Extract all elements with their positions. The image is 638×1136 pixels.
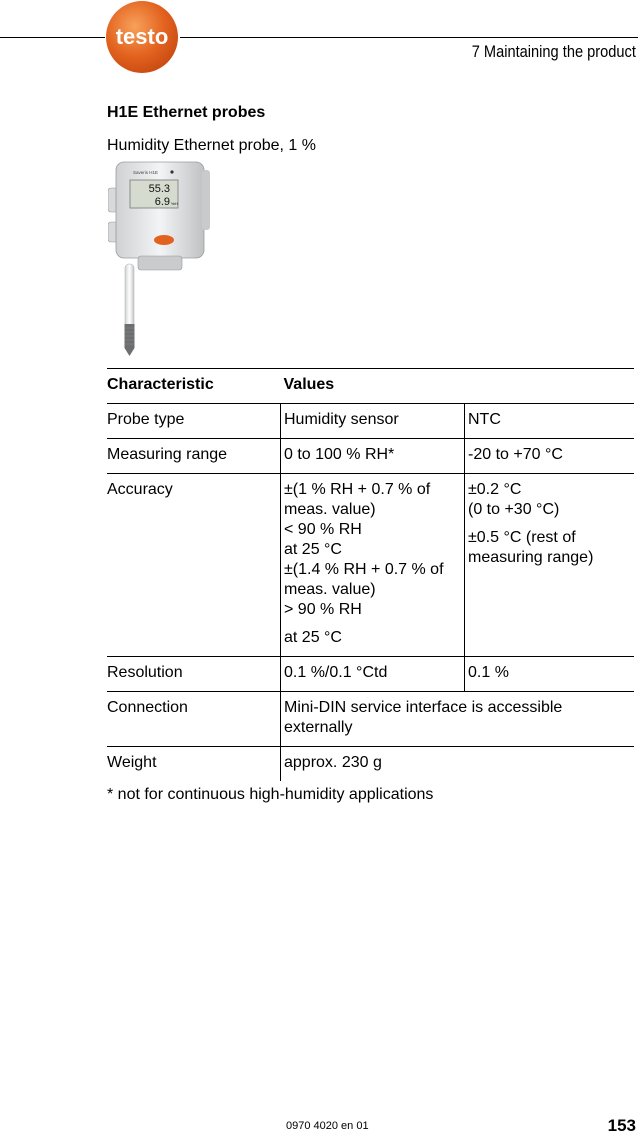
row-value: 0 to 100 % RH*	[281, 439, 465, 474]
row-value: Humidity sensor	[281, 404, 465, 439]
row-value: approx. 230 g	[281, 747, 635, 782]
row-value: 0.1 %	[465, 657, 635, 692]
header-rule-left	[0, 37, 105, 38]
accuracy-line: ±0.2 °C	[468, 481, 522, 498]
table-header-row	[107, 369, 634, 404]
accuracy-line: < 90 % RH	[284, 521, 362, 538]
table-row	[107, 404, 634, 439]
testo-logo	[103, 0, 181, 74]
table-row	[107, 692, 634, 747]
section-subtitle: Humidity Ethernet probe, 1 %	[107, 137, 316, 154]
doc-number: 0970 4020 en 01	[286, 1120, 369, 1132]
header-rule-right	[180, 37, 638, 38]
accuracy-line: ±0.5 °C (rest of measuring range)	[468, 529, 594, 566]
row-value: -20 to +70 °C	[465, 439, 635, 474]
row-value: NTC	[465, 404, 635, 439]
accuracy-line: ±(1 % RH + 0.7 % of meas. value)	[284, 481, 431, 518]
display-unit: %rH	[171, 202, 178, 206]
accuracy-line: ±(1.4 % RH + 0.7 % of meas. value)	[284, 561, 444, 598]
row-value	[465, 474, 635, 657]
row-value	[281, 474, 465, 657]
logo-text: testo	[115, 24, 169, 49]
display-reading-bottom: 6.9	[154, 196, 170, 208]
row-label: Accuracy	[107, 481, 173, 498]
row-value: 0.1 %/0.1 °Ctd	[281, 657, 465, 692]
row-value: Mini-DIN service interface is accessible externally	[281, 692, 635, 747]
row-label: Weight	[107, 754, 157, 771]
row-label: Resolution	[107, 664, 183, 681]
header-characteristic: Characteristic	[107, 376, 214, 393]
device-model: Saveris H1E	[133, 170, 159, 175]
table-row	[107, 439, 634, 474]
row-label: Probe type	[107, 411, 185, 428]
table-row	[107, 657, 634, 692]
humidity-probe-image	[108, 160, 214, 360]
accuracy-line: > 90 % RH	[284, 601, 362, 618]
accuracy-line: (0 to +30 °C)	[468, 501, 560, 518]
table-row	[107, 474, 634, 657]
display-reading-top: 55.3	[148, 183, 170, 195]
accuracy-line: at 25 °C	[284, 629, 342, 646]
row-label: Measuring range	[107, 446, 228, 463]
header-values: Values	[283, 376, 335, 393]
section-title: H1E Ethernet probes	[107, 104, 266, 121]
footnote: * not for continuous high-humidity applications	[107, 786, 434, 803]
spec-table	[107, 368, 634, 781]
table-row	[107, 747, 634, 782]
row-label: Connection	[107, 699, 188, 716]
accuracy-line: at 25 °C	[284, 541, 342, 558]
chapter-title: 7 Maintaining the product	[471, 42, 636, 61]
page-number: 153	[607, 1116, 636, 1135]
